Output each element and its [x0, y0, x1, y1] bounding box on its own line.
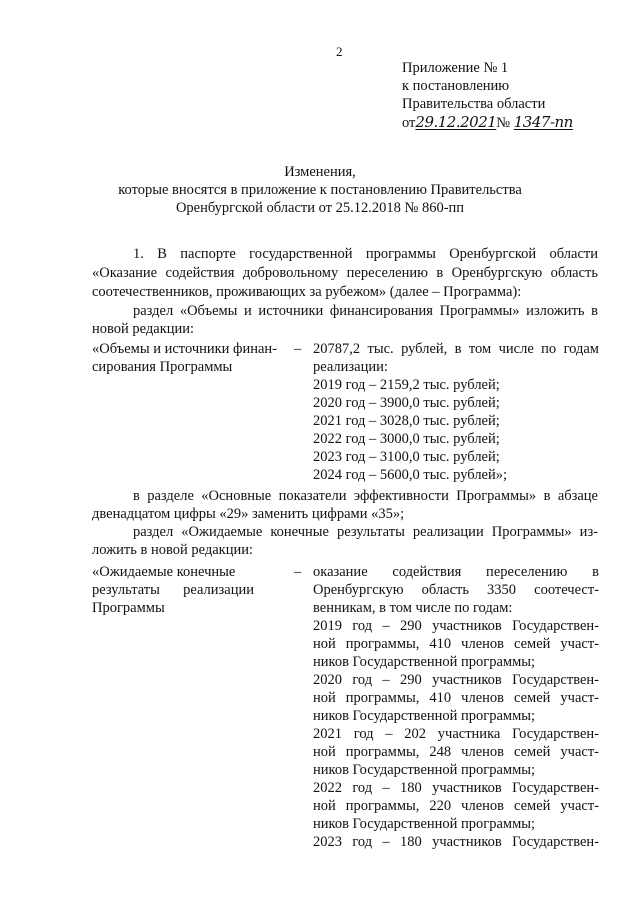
- appendix-line-1: Приложение № 1: [402, 60, 509, 76]
- funding-line: 2022 год – 3000,0 тыс. рублей;: [313, 431, 500, 447]
- paragraph-3-line-1: в разделе «Основные показатели эффективности Программы» в абзаце: [133, 488, 598, 504]
- results-line: 2022 год – 180 участников Государствен-: [313, 780, 599, 796]
- results-line: 2023 год – 180 участников Государствен-: [313, 834, 599, 850]
- paragraph-2-line-1: раздел «Объемы и источники финансирования Программы» изложить в: [133, 303, 598, 319]
- appendix-date-line: [402, 114, 573, 132]
- paragraph-2-line-2: новой редакции:: [92, 321, 195, 337]
- results-line: 2019 год – 290 участников Государствен-: [313, 618, 599, 634]
- results-line: ников Государственной программы;: [313, 816, 536, 832]
- results-line: 2020 год – 290 участников Государствен-: [313, 672, 599, 688]
- title-line-3: Оренбургской области от 25.12.2018 № 860-пп: [175, 200, 465, 216]
- paragraph-4-line-2: ложить в новой редакции:: [92, 542, 254, 558]
- appendix-prefix-ot: от: [402, 115, 416, 131]
- paragraph-1-line-2: «Оказание содействия добровольному переселению в Оренбургскую область: [92, 265, 598, 281]
- funding-line: реализации:: [313, 359, 388, 375]
- funding-line: 2020 год – 3900,0 тыс. рублей;: [313, 395, 500, 411]
- funding-label-line-1: «Объемы и источники финан-: [92, 341, 277, 357]
- paragraph-4-line-1: раздел «Ожидаемые конечные результаты реализации Программы» из-: [133, 524, 598, 540]
- results-line: ной программы, 220 членов семей участ-: [313, 798, 599, 814]
- funding-line: 2024 год – 5600,0 тыс. рублей»;: [313, 467, 508, 483]
- results-label-line-2: результаты реализации: [92, 582, 254, 598]
- funding-line: 2021 год – 3028,0 тыс. рублей;: [313, 413, 500, 429]
- paragraph-1-line-3: соотечественников, проживающих за рубежом» (далее – Программа):: [92, 284, 522, 300]
- handwritten-number: 1347-пп: [513, 113, 573, 131]
- paragraph-1-line-1: 1. В паспорте государственной программы Оренбургской области: [133, 246, 598, 262]
- results-line: оказание содействия переселению в: [313, 564, 599, 580]
- page-number: 2: [336, 44, 343, 59]
- paragraph-3-line-2: двенадцатом цифры «29» заменить цифрами «35»;: [92, 506, 405, 522]
- results-dash: –: [294, 564, 302, 580]
- appendix-line-3: Правительства области: [402, 96, 546, 112]
- results-line: 2021 год – 202 участника Государствен-: [313, 726, 599, 742]
- title-line-2: которые вносятся в приложение к постановлению Правительства: [118, 182, 522, 198]
- handwritten-date: 29.12.2021: [415, 113, 497, 131]
- funding-line: 20787,2 тыс. рублей, в том числе по годам: [313, 341, 599, 357]
- results-line: ников Государственной программы;: [313, 654, 536, 670]
- appendix-block: [402, 60, 573, 132]
- results-label-line-1: «Ожидаемые конечные: [92, 564, 236, 580]
- funding-dash: –: [294, 341, 302, 357]
- results-line: ников Государственной программы;: [313, 762, 536, 778]
- results-label-line-3: Программы: [92, 600, 165, 616]
- title-line-1: Изменения,: [284, 164, 356, 180]
- appendix-line-2: к постановлению: [402, 78, 510, 94]
- results-line: ников Государственной программы;: [313, 708, 536, 724]
- funding-label-line-2: сирования Программы: [92, 359, 233, 375]
- results-line: Оренбургскую область 3350 соотечест-: [313, 582, 599, 598]
- results-line: ной программы, 248 членов семей участ-: [313, 744, 599, 760]
- results-line: ной программы, 410 членов семей участ-: [313, 636, 599, 652]
- funding-line: 2023 год – 3100,0 тыс. рублей;: [313, 449, 500, 465]
- results-line: венникам, в том числе по годам:: [313, 600, 513, 616]
- appendix-number-sign: №: [496, 115, 511, 131]
- results-line: ной программы, 410 членов семей участ-: [313, 690, 599, 706]
- funding-line: 2019 год – 2159,2 тыс. рублей;: [313, 377, 500, 393]
